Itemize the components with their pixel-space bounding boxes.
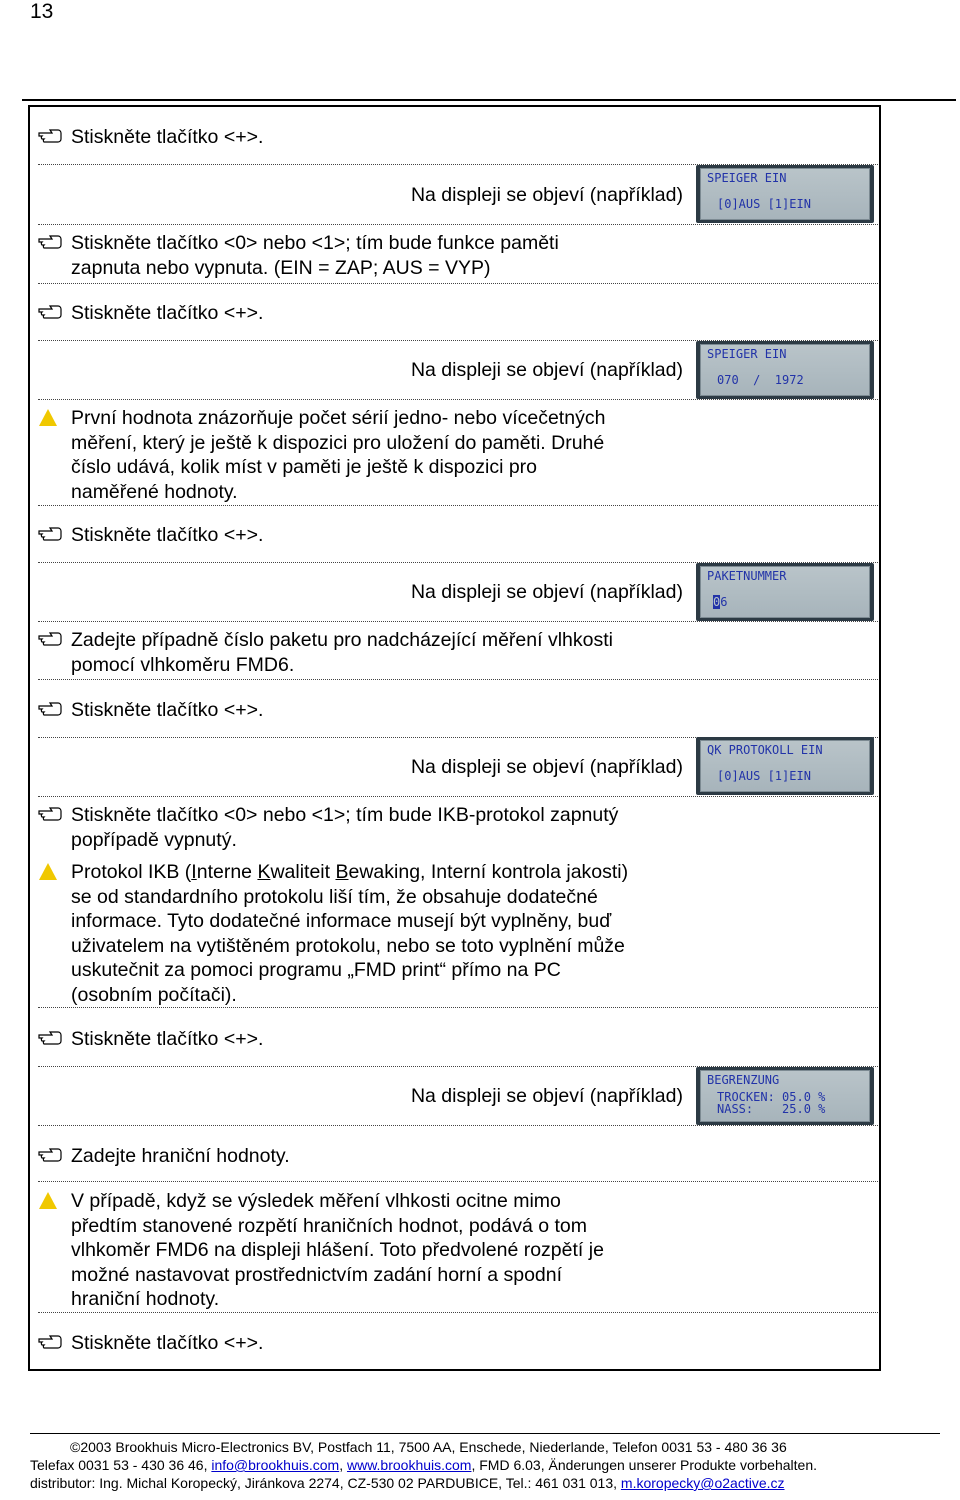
separator (38, 1007, 878, 1008)
instruction-line: Zadejte případně číslo paketu pro nadcházející měření vlhkosti (71, 629, 613, 651)
lcd-display-memory (696, 165, 874, 223)
warning-triangle-icon (39, 1192, 57, 1209)
instruction-line: pomocí vlhkoměru FMD6. (71, 654, 295, 676)
warning-line: První hodnota znázorňuje počet sérií jedno- nebo vícečetných (71, 407, 606, 429)
lcd-line-1: PAKETNUMMER (707, 569, 787, 583)
instruction-line: popřípadě vypnutý. (71, 829, 237, 851)
lcd-line-1: QK PROTOKOLL EIN (707, 743, 823, 757)
separator (38, 399, 878, 400)
display-label: Na displeji se objeví (například) (410, 1085, 683, 1107)
warning-line: informace. Tyto dodatečné informace musejí být vyplněny, buď (71, 910, 612, 932)
instruction-press-plus: Stiskněte tlačítko <+>. (71, 1332, 264, 1354)
lcd-line-2: 06 (713, 595, 728, 609)
pointing-hand-icon (38, 1030, 64, 1046)
lcd-display-packet (696, 563, 874, 621)
separator (38, 505, 878, 506)
lcd-line-2: TROCKEN: 05.0 % NASS: 25.0 % (717, 1090, 826, 1116)
pointing-hand-icon (38, 234, 64, 250)
separator (38, 224, 878, 225)
footer-contact: Telefax 0031 53 - 430 36 46, info@brookhuis.com, www.brookhuis.com, FMD 6.03, Änderungen unserer Produkte vorbehalten. (30, 1457, 818, 1473)
warning-line: vlhkoměr FMD6 na displeji hlášení. Toto předvolené rozpětí je (71, 1239, 604, 1261)
warning-line: uživatelem na vytištěném protokolu, nebo se toto vyplnění může (71, 935, 625, 957)
top-rule (22, 99, 956, 101)
warning-line: předtím stanovené rozpětí hraničních hodnot, podává o tom (71, 1215, 587, 1237)
warning-line: měření, který je ještě k dispozici pro uložení do paměti. Druhé (71, 432, 605, 454)
warning-line: hraniční hodnoty. (71, 1288, 220, 1310)
email-link[interactable]: info@brookhuis.com (211, 1457, 340, 1473)
lcd-line-1: SPEIGER EIN (707, 171, 787, 185)
warning-line: se od standardního protokolu liší tím, že obsahuje dodatečné (71, 886, 598, 908)
distributor-email-link[interactable]: m.koropecky@o2active.cz (620, 1475, 785, 1491)
pointing-hand-icon (38, 806, 64, 822)
instruction-line: Stiskněte tlačítko <0> nebo <1>; tím bude funkce paměti (71, 232, 559, 254)
pointing-hand-icon (38, 701, 64, 717)
instruction-line: zapnuta nebo vypnuta. (EIN = ZAP; AUS = VYP) (71, 257, 491, 279)
lcd-line-2: [0]AUS [1]EIN (717, 769, 811, 783)
warning-triangle-icon (39, 409, 57, 426)
separator (38, 283, 878, 284)
website-link[interactable]: www.brookhuis.com (346, 1457, 472, 1473)
lcd-cursor: 0 (713, 595, 721, 609)
warning-line: číslo udává, kolik míst v paměti je ještě k dispozici pro (71, 456, 538, 478)
instruction-press-plus: Stiskněte tlačítko <+>. (71, 126, 264, 148)
pointing-hand-icon (38, 631, 64, 647)
lcd-line-2: 070 / 1972 (717, 373, 804, 387)
warning-triangle-icon (39, 863, 57, 880)
warning-line: možné nastavovat prostřednictvím zadání horní a spodní (71, 1264, 563, 1286)
lcd-line-1: BEGRENZUNG (707, 1073, 780, 1087)
pointing-hand-icon (38, 128, 64, 144)
instruction-line: Stiskněte tlačítko <0> nebo <1>; tím bude IKB-protokol zapnutý (71, 804, 619, 826)
warning-line: (osobním počítači). (71, 984, 237, 1006)
instruction-press-plus: Stiskněte tlačítko <+>. (71, 524, 264, 546)
separator (38, 796, 878, 797)
separator (38, 1125, 878, 1126)
instruction-press-plus: Stiskněte tlačítko <+>. (71, 302, 264, 324)
pointing-hand-icon (38, 1334, 64, 1350)
pointing-hand-icon (38, 526, 64, 542)
instruction-line: Zadejte hraniční hodnoty. (71, 1145, 290, 1167)
footer-rule (30, 1433, 940, 1434)
pointing-hand-icon (38, 304, 64, 320)
display-label: Na displeji se objeví (například) (410, 184, 683, 206)
display-label: Na displeji se objeví (například) (410, 581, 683, 603)
display-label: Na displeji se objeví (například) (410, 756, 683, 778)
separator (38, 1312, 878, 1313)
warning-line: Protokol IKB (Interne Kwaliteit Bewaking, Interní kontrola jakosti) (71, 861, 629, 883)
instruction-press-plus: Stiskněte tlačítko <+>. (71, 1028, 264, 1050)
footer-distributor: distributor: Ing. Michal Koropecký, Jiránkova 2274, CZ-530 02 PARDUBICE, Tel.: 461 031 013, m.koropecky@o2active.cz (30, 1475, 785, 1491)
instruction-press-plus: Stiskněte tlačítko <+>. (71, 699, 264, 721)
lcd-line-1: SPEIGER EIN (707, 347, 787, 361)
display-label: Na displeji se objeví (například) (410, 359, 683, 381)
separator (38, 679, 878, 680)
page-number: 13 (30, 0, 54, 23)
lcd-display-protocol (696, 737, 874, 795)
separator (38, 1181, 878, 1182)
warning-line: naměřené hodnoty. (71, 481, 238, 503)
lcd-display-memory-count (696, 341, 874, 399)
warning-line: uskutečnit za pomoci programu „FMD print“ přímo na PC (71, 959, 561, 981)
footer-copyright: ©2003 Brookhuis Micro-Electronics BV, Postfach 11, 7500 AA, Enschede, Niederlande, Telefon 0031 53 - 480 36 36 (70, 1439, 787, 1455)
pointing-hand-icon (38, 1147, 64, 1163)
lcd-line-2: [0]AUS [1]EIN (717, 197, 811, 211)
lcd-display-limits (696, 1067, 874, 1125)
warning-line: V případě, když se výsledek měření vlhkosti ocitne mimo (71, 1190, 561, 1212)
separator (38, 621, 878, 622)
